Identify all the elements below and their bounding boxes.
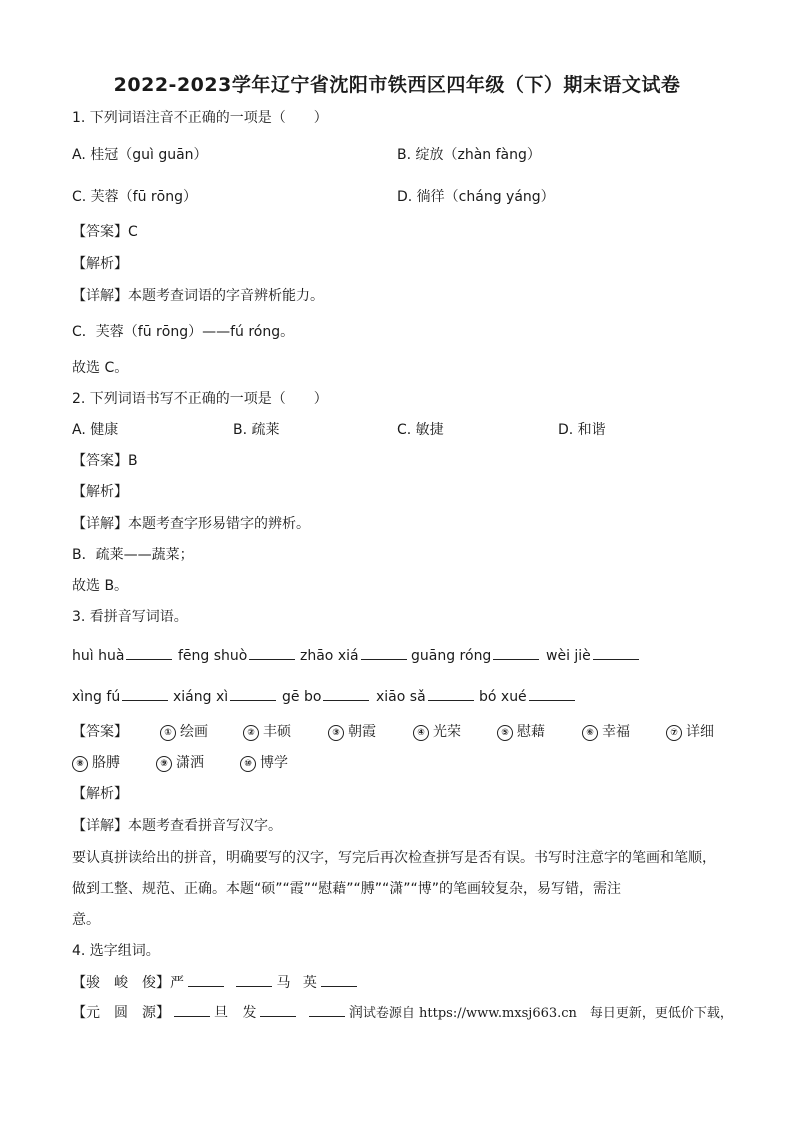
q4-row1-label: 【骏 峻 俊】 bbox=[72, 975, 170, 991]
q2-option-c: C. 敏捷 bbox=[397, 422, 444, 438]
q2-choose: 故选 B。 bbox=[72, 578, 129, 594]
q1-stem: 1. 下列词语注音不正确的一项是（ ） bbox=[72, 110, 328, 126]
q3-stem: 3. 看拼音写词语。 bbox=[72, 609, 188, 625]
q1-explain: C．芙蓉（fū rōng）——fú róng。 bbox=[72, 324, 295, 340]
q3-answer-5: ⑤ 慰藉 bbox=[497, 722, 545, 742]
q3-answer-label: 【答案】 bbox=[72, 724, 128, 740]
q2-stem: 2. 下列词语书写不正确的一项是（ ） bbox=[72, 391, 328, 407]
q1-answer: 【答案】C bbox=[72, 224, 138, 240]
answer-blank[interactable] bbox=[126, 645, 172, 660]
answer-blank[interactable] bbox=[188, 972, 224, 987]
q1-choose: 故选 C。 bbox=[72, 360, 129, 376]
answer-blank[interactable] bbox=[593, 645, 639, 660]
answer-blank[interactable] bbox=[122, 686, 168, 701]
q2-option-b: B. 疏莱 bbox=[233, 422, 280, 438]
q2-detail: 【详解】本题考查字形易错字的辨析。 bbox=[72, 516, 310, 532]
answer-blank[interactable] bbox=[323, 686, 369, 701]
q2-explain: B．疏莱——蔬菜； bbox=[72, 547, 194, 563]
q1-detail: 【详解】本题考查词语的字音辨析能力。 bbox=[72, 288, 324, 304]
watermark-footer: 试卷源自 https://www.mxsj663.cn 每日更新，更低价下载， bbox=[362, 1006, 733, 1021]
q2-answer: 【答案】B bbox=[72, 453, 138, 469]
answer-blank[interactable] bbox=[529, 686, 575, 701]
q3-pinyin-3: zhāo xiá bbox=[300, 645, 407, 666]
answer-blank[interactable] bbox=[230, 686, 276, 701]
q3-answer-2: ② 丰硕 bbox=[243, 722, 291, 742]
q4-row-1: 【骏 峻 俊】严 马 英 bbox=[72, 972, 361, 993]
answer-blank[interactable] bbox=[249, 645, 295, 660]
answer-blank[interactable] bbox=[260, 1002, 296, 1017]
q1-option-d: D. 徜徉（cháng yáng） bbox=[397, 189, 555, 205]
q1-option-a: A. 桂冠（guì guān） bbox=[72, 147, 208, 163]
q3-pinyin-9: xiāo sǎ bbox=[376, 686, 474, 707]
answer-blank[interactable] bbox=[309, 1002, 345, 1017]
q2-analysis-label: 【解析】 bbox=[72, 484, 128, 500]
q4-row-2: 【元 圆 源】 旦 发 润试卷源自 https://www.mxsj663.cn 每日更新，更低价下载， bbox=[72, 1002, 733, 1024]
q3-pinyin-8: gē bo bbox=[282, 686, 369, 707]
q2-option-a: A. 健康 bbox=[72, 422, 119, 438]
q1-analysis-label: 【解析】 bbox=[72, 256, 128, 272]
answer-blank[interactable] bbox=[174, 1002, 210, 1017]
q3-pinyin-2: fēng shuò bbox=[178, 645, 295, 666]
q3-paragraph-2: 做到工整、规范、正确。本题“硕”“霞”“慰藉”“膊”“潇”“博”的笔画较复杂，易写错，需注 bbox=[72, 881, 622, 897]
q3-answer-9: ⑨ 潇洒 bbox=[156, 753, 204, 773]
q1-option-b: B. 绽放（zhàn fàng） bbox=[397, 147, 541, 163]
q3-paragraph-1: 要认真拼读给出的拼音，明确要写的汉字，写完后再次检查拼写是否有误。书写时注意字的笔画和笔顺， bbox=[72, 850, 716, 866]
answer-blank[interactable] bbox=[236, 972, 272, 987]
q3-analysis-label: 【解析】 bbox=[72, 786, 128, 802]
q3-pinyin-4: guāng róng bbox=[411, 645, 539, 666]
q3-answer-4: ④ 光荣 bbox=[413, 722, 461, 742]
q3-answer-6: ⑥ 幸福 bbox=[582, 722, 630, 742]
answer-blank[interactable] bbox=[361, 645, 407, 660]
q3-pinyin-6: xìng fú bbox=[72, 686, 168, 707]
q4-row2-label: 【元 圆 源】 bbox=[72, 1005, 170, 1021]
q3-pinyin-7: xiáng xì bbox=[173, 686, 276, 707]
q3-paragraph-3: 意。 bbox=[72, 912, 100, 928]
q3-answer-3: ③ 朝霞 bbox=[328, 722, 376, 742]
answer-blank[interactable] bbox=[493, 645, 539, 660]
q3-pinyin-5: wèi jiè bbox=[546, 645, 639, 666]
q3-pinyin-1: huì huà bbox=[72, 645, 172, 666]
q1-option-c: C. 芙蓉（fū rōng） bbox=[72, 189, 198, 205]
q3-answer-10: ⑩ 博学 bbox=[240, 753, 288, 773]
q2-option-d: D. 和谐 bbox=[558, 422, 606, 438]
q3-answer-7: ⑦ 详细 bbox=[666, 722, 714, 742]
q4-stem: 4. 选字组词。 bbox=[72, 943, 160, 959]
q3-answer-1: ① 绘画 bbox=[160, 722, 208, 742]
q3-answer-8: ⑧ 胳膊 bbox=[72, 753, 120, 773]
answer-blank[interactable] bbox=[321, 972, 357, 987]
page-title: 2022-2023学年辽宁省沈阳市铁西区四年级（下）期末语文试卷 bbox=[113, 74, 681, 96]
q3-detail: 【详解】本题考查看拼音写汉字。 bbox=[72, 818, 282, 834]
q3-pinyin-10: bó xué bbox=[479, 686, 575, 707]
answer-blank[interactable] bbox=[428, 686, 474, 701]
